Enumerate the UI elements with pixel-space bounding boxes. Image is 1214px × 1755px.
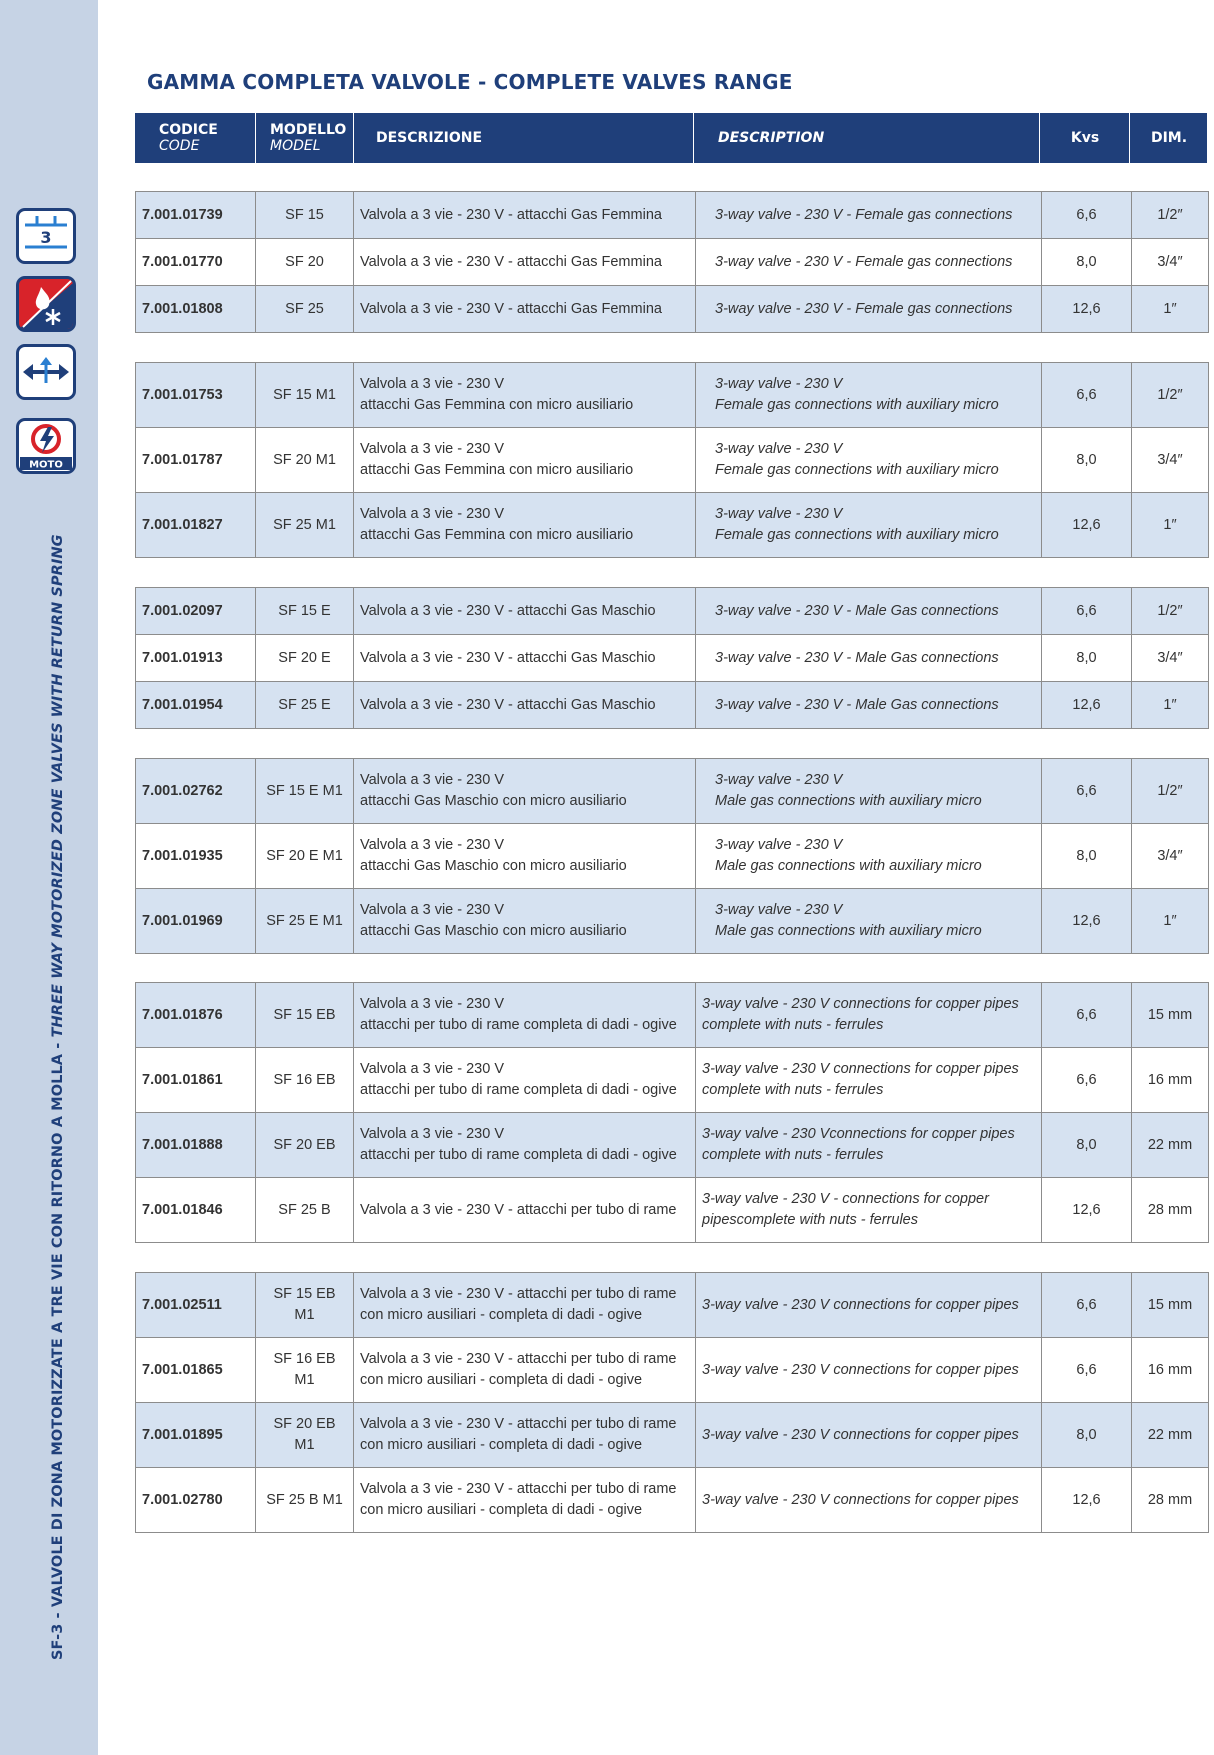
kvs-cell: 6,6 xyxy=(1042,363,1132,428)
descrizione-cell: Valvola a 3 vie - 230 V - attacchi Gas Femmina xyxy=(354,239,696,286)
code-cell: 7.001.01913 xyxy=(136,635,256,682)
code-cell: 7.001.01753 xyxy=(136,363,256,428)
description-cell: 3-way valve - 230 V - Female gas connections xyxy=(696,239,1042,286)
table-row xyxy=(136,983,1209,1048)
table-row xyxy=(136,192,1209,239)
description-cell: 3-way valve - 230 V - Male Gas connections xyxy=(696,588,1042,635)
table-row xyxy=(136,1048,1209,1113)
descrizione-cell: Valvola a 3 vie - 230 V - attacchi Gas Maschio xyxy=(354,588,696,635)
dim-cell: 1/2″ xyxy=(1132,192,1209,239)
flame-snow-icon xyxy=(16,276,76,332)
header-model: MODELLO MODEL xyxy=(255,113,354,163)
table-row xyxy=(136,759,1209,824)
table-group xyxy=(135,587,1209,729)
three-way-icon xyxy=(16,208,76,264)
table-row xyxy=(136,1273,1209,1338)
model-cell: SF 25 E xyxy=(256,682,354,729)
table-group xyxy=(135,362,1209,558)
dim-cell: 1/2″ xyxy=(1132,759,1209,824)
dim-cell: 3/4″ xyxy=(1132,635,1209,682)
code-cell: 7.001.02780 xyxy=(136,1468,256,1533)
code-cell: 7.001.01861 xyxy=(136,1048,256,1113)
model-cell: SF 20 EB M1 xyxy=(256,1403,354,1468)
dim-cell: 28 mm xyxy=(1132,1178,1209,1243)
table-row xyxy=(136,1178,1209,1243)
model-cell: SF 20 E xyxy=(256,635,354,682)
table-group xyxy=(135,982,1209,1243)
description-cell: 3-way valve - 230 V connections for copper pipes complete with nuts - ferrules xyxy=(696,1048,1042,1113)
dim-cell: 1″ xyxy=(1132,889,1209,954)
code-cell: 7.001.01827 xyxy=(136,493,256,558)
descrizione-cell: Valvola a 3 vie - 230 V attacchi per tubo di rame completa di dadi - ogive xyxy=(354,1048,696,1113)
dim-cell: 16 mm xyxy=(1132,1338,1209,1403)
moto-icon xyxy=(16,418,76,474)
table-row xyxy=(136,824,1209,889)
description-cell: 3-way valve - 230 V Female gas connections with auxiliary micro xyxy=(696,428,1042,493)
kvs-cell: 12,6 xyxy=(1042,1178,1132,1243)
model-cell: SF 20 E M1 xyxy=(256,824,354,889)
descrizione-cell: Valvola a 3 vie - 230 V - attacchi per tubo di rame con micro ausiliari - completa di dadi - ogive xyxy=(354,1338,696,1403)
description-cell: 3-way valve - 230 V Female gas connections with auxiliary micro xyxy=(696,493,1042,558)
code-cell: 7.001.01888 xyxy=(136,1113,256,1178)
description-cell: 3-way valve - 230 V Female gas connections with auxiliary micro xyxy=(696,363,1042,428)
dim-cell: 15 mm xyxy=(1132,983,1209,1048)
svg-text:MOTO: MOTO xyxy=(29,459,63,471)
dim-cell: 3/4″ xyxy=(1132,428,1209,493)
table-row xyxy=(136,239,1209,286)
table-row xyxy=(136,889,1209,954)
description-cell: 3-way valve - 230 V connections for copper pipes xyxy=(696,1468,1042,1533)
dim-cell: 3/4″ xyxy=(1132,239,1209,286)
model-cell: SF 15 M1 xyxy=(256,363,354,428)
descrizione-cell: Valvola a 3 vie - 230 V - attacchi Gas Femmina xyxy=(354,286,696,333)
dim-cell: 16 mm xyxy=(1132,1048,1209,1113)
descrizione-cell: Valvola a 3 vie - 230 V attacchi Gas Maschio con micro ausiliario xyxy=(354,824,696,889)
dim-cell: 28 mm xyxy=(1132,1468,1209,1533)
model-cell: SF 16 EB M1 xyxy=(256,1338,354,1403)
dim-cell: 3/4″ xyxy=(1132,824,1209,889)
header-description: DESCRIPTION xyxy=(693,113,1040,163)
description-cell: 3-way valve - 230 Vconnections for copper pipes complete with nuts - ferrules xyxy=(696,1113,1042,1178)
code-cell: 7.001.01787 xyxy=(136,428,256,493)
table-row xyxy=(136,588,1209,635)
code-cell: 7.001.01739 xyxy=(136,192,256,239)
code-cell: 7.001.01969 xyxy=(136,889,256,954)
kvs-cell: 6,6 xyxy=(1042,983,1132,1048)
dim-cell: 1/2″ xyxy=(1132,588,1209,635)
descrizione-cell: Valvola a 3 vie - 230 V attacchi Gas Femmina con micro ausiliario xyxy=(354,363,696,428)
dim-cell: 1″ xyxy=(1132,493,1209,558)
kvs-cell: 6,6 xyxy=(1042,588,1132,635)
descrizione-cell: Valvola a 3 vie - 230 V attacchi per tubo di rame completa di dadi - ogive xyxy=(354,983,696,1048)
table-row xyxy=(136,1113,1209,1178)
description-cell: 3-way valve - 230 V connections for copper pipes xyxy=(696,1338,1042,1403)
description-cell: 3-way valve - 230 V Male gas connections with auxiliary micro xyxy=(696,759,1042,824)
description-cell: 3-way valve - 230 V - Female gas connections xyxy=(696,286,1042,333)
dim-cell: 22 mm xyxy=(1132,1403,1209,1468)
descrizione-cell: Valvola a 3 vie - 230 V - attacchi Gas Maschio xyxy=(354,682,696,729)
model-cell: SF 15 E xyxy=(256,588,354,635)
kvs-cell: 6,6 xyxy=(1042,1273,1132,1338)
kvs-cell: 6,6 xyxy=(1042,192,1132,239)
model-cell: SF 25 xyxy=(256,286,354,333)
descrizione-cell: Valvola a 3 vie - 230 V attacchi Gas Maschio con micro ausiliario xyxy=(354,889,696,954)
descrizione-cell: Valvola a 3 vie - 230 V - attacchi per tubo di rame con micro ausiliari - completa di dadi - ogive xyxy=(354,1403,696,1468)
table-row xyxy=(136,363,1209,428)
model-cell: SF 25 B M1 xyxy=(256,1468,354,1533)
description-cell: 3-way valve - 230 V - Male Gas connections xyxy=(696,635,1042,682)
model-cell: SF 15 E M1 xyxy=(256,759,354,824)
model-cell: SF 20 M1 xyxy=(256,428,354,493)
descrizione-cell: Valvola a 3 vie - 230 V - attacchi per tubo di rame con micro ausiliari - completa di dadi - ogive xyxy=(354,1273,696,1338)
code-cell: 7.001.01846 xyxy=(136,1178,256,1243)
dim-cell: 15 mm xyxy=(1132,1273,1209,1338)
dim-cell: 1/2″ xyxy=(1132,363,1209,428)
kvs-cell: 12,6 xyxy=(1042,286,1132,333)
description-cell: 3-way valve - 230 V connections for copper pipes xyxy=(696,1273,1042,1338)
description-cell: 3-way valve - 230 V Male gas connections with auxiliary micro xyxy=(696,824,1042,889)
table-row xyxy=(136,493,1209,558)
kvs-cell: 12,6 xyxy=(1042,889,1132,954)
model-cell: SF 15 EB M1 xyxy=(256,1273,354,1338)
dim-cell: 1″ xyxy=(1132,286,1209,333)
model-cell: SF 15 EB xyxy=(256,983,354,1048)
descrizione-cell: Valvola a 3 vie - 230 V attacchi Gas Maschio con micro ausiliario xyxy=(354,759,696,824)
model-cell: SF 16 EB xyxy=(256,1048,354,1113)
table-row xyxy=(136,286,1209,333)
descrizione-cell: Valvola a 3 vie - 230 V attacchi Gas Femmina con micro ausiliario xyxy=(354,428,696,493)
table-group xyxy=(135,758,1209,954)
description-cell: 3-way valve - 230 V Male gas connections with auxiliary micro xyxy=(696,889,1042,954)
model-cell: SF 25 M1 xyxy=(256,493,354,558)
kvs-cell: 8,0 xyxy=(1042,428,1132,493)
code-cell: 7.001.01895 xyxy=(136,1403,256,1468)
descrizione-cell: Valvola a 3 vie - 230 V - attacchi per tubo di rame xyxy=(354,1178,696,1243)
kvs-cell: 8,0 xyxy=(1042,1403,1132,1468)
kvs-cell: 8,0 xyxy=(1042,1113,1132,1178)
kvs-cell: 8,0 xyxy=(1042,239,1132,286)
model-cell: SF 25 B xyxy=(256,1178,354,1243)
table-row xyxy=(136,682,1209,729)
sidebar-vertical-title: SF-3 - VALVOLE DI ZONA MOTORIZZATE A TRE VIE CON RITORNO A MOLLA - THREE WAY MOTORIZED ZONE VALVES WITH RETURN SPRING xyxy=(50,534,66,1660)
table-row xyxy=(136,428,1209,493)
model-cell: SF 20 xyxy=(256,239,354,286)
model-cell: SF 15 xyxy=(256,192,354,239)
kvs-cell: 8,0 xyxy=(1042,635,1132,682)
kvs-cell: 6,6 xyxy=(1042,1048,1132,1113)
code-cell: 7.001.02097 xyxy=(136,588,256,635)
kvs-cell: 12,6 xyxy=(1042,682,1132,729)
table-group xyxy=(135,1272,1209,1533)
arrows-icon xyxy=(16,344,76,400)
description-cell: 3-way valve - 230 V - Female gas connections xyxy=(696,192,1042,239)
table-row xyxy=(136,1468,1209,1533)
kvs-cell: 6,6 xyxy=(1042,759,1132,824)
code-cell: 7.001.02762 xyxy=(136,759,256,824)
descrizione-cell: Valvola a 3 vie - 230 V - attacchi Gas Femmina xyxy=(354,192,696,239)
table-row xyxy=(136,1338,1209,1403)
header-descrizione: DESCRIZIONE xyxy=(353,113,694,163)
code-cell: 7.001.01770 xyxy=(136,239,256,286)
code-cell: 7.001.01954 xyxy=(136,682,256,729)
descrizione-cell: Valvola a 3 vie - 230 V attacchi Gas Femmina con micro ausiliario xyxy=(354,493,696,558)
table-row xyxy=(136,1403,1209,1468)
model-cell: SF 20 EB xyxy=(256,1113,354,1178)
dim-cell: 22 mm xyxy=(1132,1113,1209,1178)
kvs-cell: 12,6 xyxy=(1042,1468,1132,1533)
table-header xyxy=(135,113,1207,163)
descrizione-cell: Valvola a 3 vie - 230 V attacchi per tubo di rame completa di dadi - ogive xyxy=(354,1113,696,1178)
descrizione-cell: Valvola a 3 vie - 230 V - attacchi Gas Maschio xyxy=(354,635,696,682)
kvs-cell: 12,6 xyxy=(1042,493,1132,558)
code-cell: 7.001.01935 xyxy=(136,824,256,889)
code-cell: 7.001.01808 xyxy=(136,286,256,333)
dim-cell: 1″ xyxy=(1132,682,1209,729)
svg-text:3: 3 xyxy=(40,228,52,247)
description-cell: 3-way valve - 230 V connections for copper pipes xyxy=(696,1403,1042,1468)
description-cell: 3-way valve - 230 V - Male Gas connections xyxy=(696,682,1042,729)
table-group xyxy=(135,191,1209,333)
code-cell: 7.001.01876 xyxy=(136,983,256,1048)
model-cell: SF 25 E M1 xyxy=(256,889,354,954)
description-cell: 3-way valve - 230 V - connections for copper pipescomplete with nuts - ferrules xyxy=(696,1178,1042,1243)
kvs-cell: 6,6 xyxy=(1042,1338,1132,1403)
descrizione-cell: Valvola a 3 vie - 230 V - attacchi per tubo di rame con micro ausiliari - completa di dadi - ogive xyxy=(354,1468,696,1533)
code-cell: 7.001.02511 xyxy=(136,1273,256,1338)
header-code: CODICE CODE xyxy=(159,122,218,154)
sidebar xyxy=(0,0,98,1755)
description-cell: 3-way valve - 230 V connections for copper pipes complete with nuts - ferrules xyxy=(696,983,1042,1048)
header-kvs: Kvs xyxy=(1039,113,1130,163)
code-cell: 7.001.01865 xyxy=(136,1338,256,1403)
header-dim: DIM. xyxy=(1129,113,1208,163)
page-title: GAMMA COMPLETA VALVOLE - COMPLETE VALVES RANGE xyxy=(147,70,793,94)
table-row xyxy=(136,635,1209,682)
kvs-cell: 8,0 xyxy=(1042,824,1132,889)
